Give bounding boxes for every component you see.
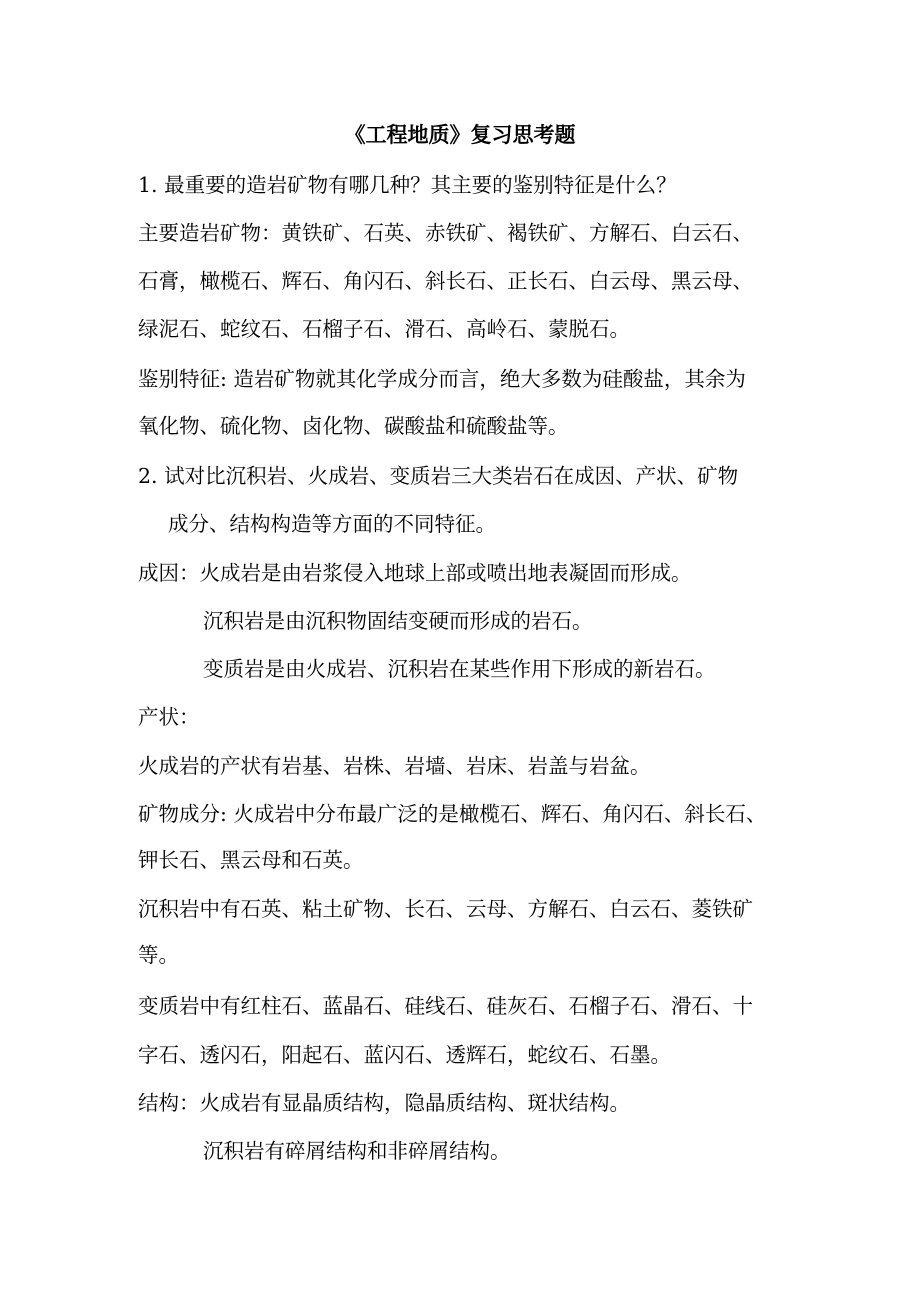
answer-line: 成因：火成岩是由岩浆侵入地球上部或喷出地表凝固而形成。 xyxy=(138,561,692,585)
answer-line: 火成岩的产状有岩基、岩株、岩墙、岩床、岩盖与岩盆。 xyxy=(138,754,651,778)
answer-line: 绿泥石、蛇纹石、石榴子石、滑石、高岭石、蒙脱石。 xyxy=(138,317,630,341)
answer-line: 主要造岩矿物：黄铁矿、石英、赤铁矿、褐铁矿、方解石、白云石、 xyxy=(138,221,753,245)
answer-line: 字石、透闪石，阳起石、蓝闪石、透辉石，蛇纹石、石墨。 xyxy=(138,1043,671,1067)
document-title: 《工程地质》复习思考题 xyxy=(344,122,576,147)
section-label: 产状： xyxy=(138,705,200,729)
answer-line: 结构：火成岩有显晶质结构，隐晶质结构、斑状结构。 xyxy=(138,1091,630,1115)
answer-line-indented: 变质岩是由火成岩、沉积岩在某些作用下形成的新岩石。 xyxy=(203,657,716,681)
answer-line: 沉积岩中有石英、粘土矿物、长石、云母、方解石、白云石、菱铁矿 xyxy=(138,897,753,921)
answer-line: 等。 xyxy=(138,943,179,967)
answer-line-indented: 沉积岩是由沉积物固结变硬而形成的岩石。 xyxy=(203,609,593,633)
answer-line: 变质岩中有红柱石、蓝晶石、硅线石、硅灰石、石榴子石、滑石、十 xyxy=(138,994,753,1018)
answer-line: 氧化物、硫化物、卤化物、碳酸盐和硫酸盐等。 xyxy=(138,414,569,438)
answer-line: 鉴别特征: 造岩矿物就其化学成分而言，绝大多数为硅酸盐，其余为 xyxy=(138,367,746,391)
answer-line: 矿物成分: 火成岩中分布最广泛的是橄榄石、辉石、角闪石、斜长石、 xyxy=(138,802,767,826)
answer-line: 钾长石、黑云母和石英。 xyxy=(138,848,364,872)
question-2: 2. 试对比沉积岩、火成岩、变质岩三大类岩石在成因、产状、矿物 xyxy=(138,464,739,488)
question-1: 1. 最重要的造岩矿物有哪几种？其主要的鉴别特征是什么？ xyxy=(138,173,677,197)
question-2-continued: 成分、结构构造等方面的不同特征。 xyxy=(168,512,496,536)
answer-line-indented: 沉积岩有碎屑结构和非碎屑结构。 xyxy=(203,1139,511,1163)
answer-line: 石膏，橄榄石、辉石、角闪石、斜长石、正长石、白云母、黑云母、 xyxy=(138,269,753,293)
